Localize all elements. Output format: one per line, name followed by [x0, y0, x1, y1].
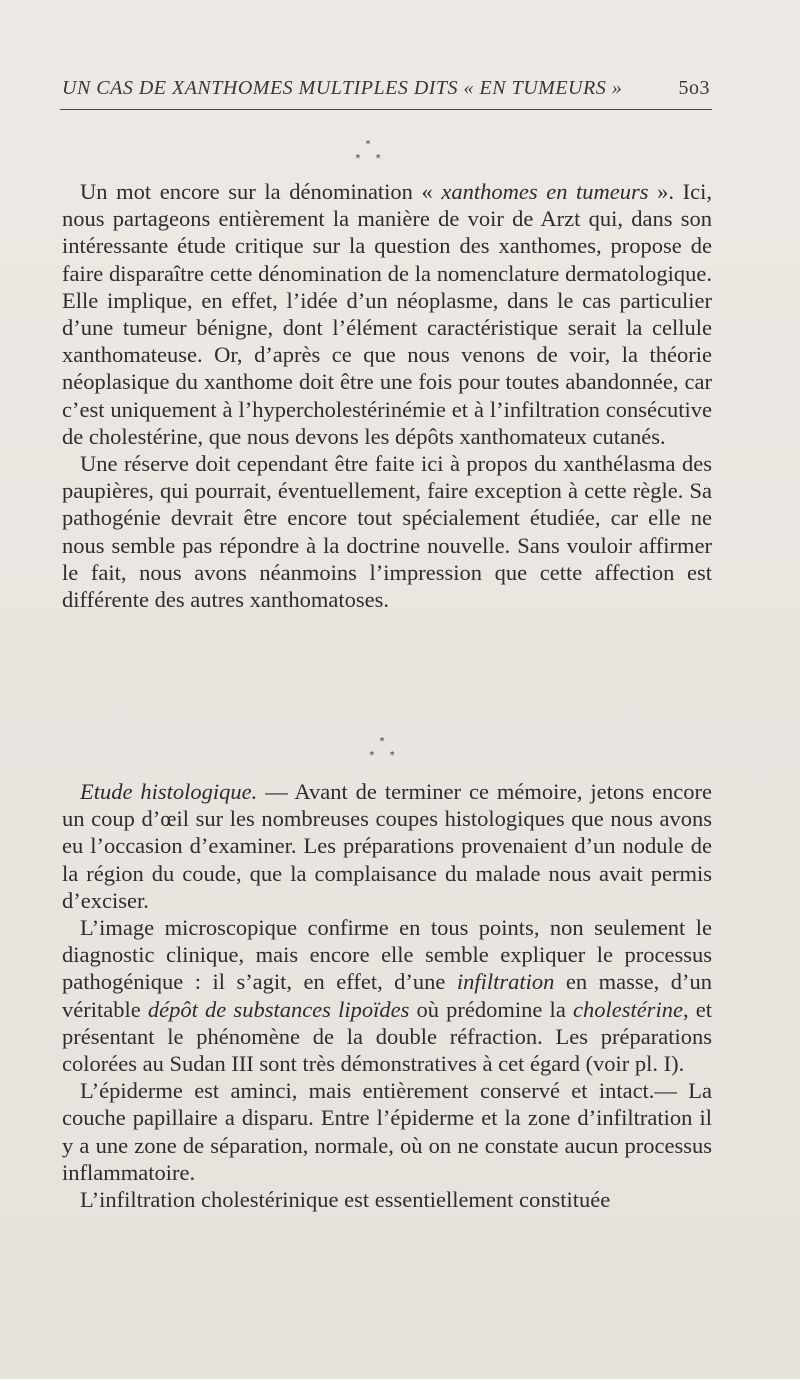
running-head — [62, 73, 710, 105]
text-run: L’infiltration cholestérinique est essentiellement constituée — [80, 1187, 611, 1213]
text-run: ». Ici, nous partageons entièrement la manière de voir de Arzt qui, dans son intéressante étude critique sur la question des xanthomes, propose de faire disparaître cette dénomination de la nomenclature dermatologique. Elle implique, en effet, l’idée d’un néoplasme, dans le cas particulier d’une tumeur bénigne, dont l’élément caractéristique serait la cellule xanthomateuse. Or, d’après ce que nous venons de voir, la théorie néoplasique du xanthome doit être une fois pour toutes abandonnée, car c’est uniquement à l’hypercholestérinémie et à l’infiltration consécutive de cholestérine, que nous devons les dépôts xanthomateux cutanés. — [62, 179, 712, 449]
text-run: L’épiderme est aminci, mais entièrement conservé et intact.— La couche papillaire a disparu. Entre l’épiderme et la zone d’infiltration il y a une zone de séparation, normale, où on ne constate aucun processus inflammatoire. — [62, 1078, 712, 1185]
running-head-title: UN CAS DE XANTHOMES MULTIPLES DITS « EN TUMEURS » — [62, 77, 623, 99]
text-run: — Avant de terminer ce mémoire, jetons encore un coup d’œil sur les nombreuses coupes histologiques que nous avons eu l’occasion d’examiner. Les préparations provenaient d’un nodule de la région du coude, que la complaisance du malade nous avait permis d’exciser. — [62, 779, 713, 913]
page-number: 5o3 — [678, 77, 710, 99]
paragraph — [62, 450, 712, 613]
italic-run: dépôt de substances lipoïdes — [147, 996, 410, 1022]
italic-run: xanthomes en tumeurs — [441, 179, 649, 204]
italic-run: Etude histologique. — [80, 779, 258, 804]
section-1-text — [62, 178, 712, 613]
italic-run: infiltration — [456, 969, 555, 995]
text-run: L’image microscopique confirme en tous points, non seulement le diagnostic clinique, mais encore elle semble expliquer le processus pathogénique : il s’agit, en effet, d’une — [62, 915, 712, 995]
paragraph — [62, 914, 712, 1077]
ornament-star-top: * — [379, 736, 385, 747]
section-ornament-1 — [348, 138, 388, 172]
text-run: , et présentant le phénomène de la double réfraction. Les préparations colorées au Sudan III sont très démonstratives à cet égard (voir pl. I). — [62, 996, 712, 1077]
section-ornament-2 — [362, 735, 402, 769]
section-2-text — [62, 778, 712, 1213]
paragraph — [62, 178, 712, 450]
ornament-star-top: * — [365, 139, 371, 150]
paragraph — [62, 1077, 712, 1186]
text-run: en masse, d’un véritable — [62, 969, 713, 1022]
paragraph — [62, 1186, 712, 1213]
header-rule — [60, 109, 712, 110]
text-run: Une réserve doit cependant être faite ici à propos du xanthélasma des paupières, qui pourrait, éventuellement, faire exception à cette règle. Sa pathogénie devrait être encore tout spécialement étudiée, car elle ne nous semble pas répondre à la doctrine nouvelle. Sans vouloir affirmer le fait, nous avons néanmoins l’impression que cette affection est différente des autres xanthomatoses. — [62, 451, 712, 613]
text-run: Un mot encore sur la dénomination « — [80, 179, 442, 204]
ornament-stars-bottom: * * — [369, 750, 401, 761]
italic-run: cholestérine — [572, 996, 683, 1022]
paragraph — [62, 778, 712, 914]
ornament-stars-bottom: * * — [355, 153, 387, 164]
text-run: où prédomine la — [409, 996, 573, 1022]
